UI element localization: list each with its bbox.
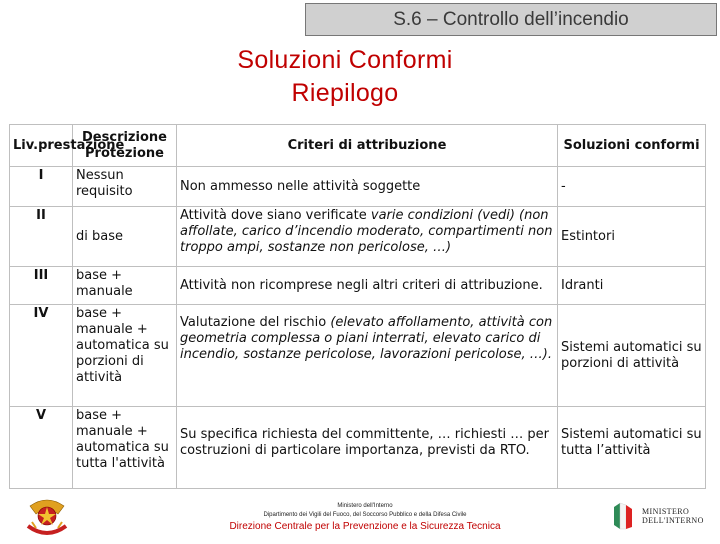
table-row xyxy=(10,267,706,305)
ministero-logo-line2: DELL'INTERNO xyxy=(642,516,704,525)
row-criteria-main: Valutazione del rischio xyxy=(180,315,327,330)
row-description: base + manuale + automatica su porzioni di attività xyxy=(73,305,177,407)
row-criteria: Su specifica richiesta del committente, … richiesti … per costruzioni di particolare importanza, previsti da RTO. xyxy=(177,407,558,489)
row-criteria-main: Attività dove siano verificate xyxy=(180,208,367,223)
table-row xyxy=(10,207,706,267)
header-description: Descrizione Protezione xyxy=(73,125,177,167)
ministero-logo-text xyxy=(642,507,704,525)
vigili-del-fuoco-logo xyxy=(22,492,72,540)
table-row xyxy=(10,167,706,207)
row-description: Nessun requisito xyxy=(73,167,177,207)
italian-flag-icon xyxy=(612,501,634,531)
summary-table xyxy=(9,124,706,489)
header-level: Liv.prestazione xyxy=(10,125,73,167)
ministero-logo-line1: MINISTERO xyxy=(642,507,690,516)
slide-title-line1: Soluzioni Conformi xyxy=(237,46,453,74)
row-criteria-detail: varie condizioni (vedi) (non affollate, carico d’incendio moderato, compartimenti non troppo ampi, sostanze non pericolose, …) xyxy=(180,208,553,255)
row-level: III xyxy=(10,267,73,305)
row-solution: Sistemi automatici su tutta l’attività xyxy=(558,407,706,489)
footer-text-block xyxy=(200,502,530,533)
row-criteria: Attività non ricomprese negli altri criteri di attribuzione. xyxy=(177,267,558,305)
row-criteria-detail: (elevato affollamento, attività con geometria complessa o piani interrati, elevato carico di incendio, sostanze pericolose, lavorazioni pericolose, …). xyxy=(180,315,553,362)
header-solutions: Soluzioni conformi xyxy=(558,125,706,167)
row-description: base + manuale + automatica su tutta l'attività xyxy=(73,407,177,489)
row-description: di base xyxy=(73,207,177,267)
row-level: IV xyxy=(10,305,73,407)
slide-title xyxy=(0,44,690,110)
table-row xyxy=(10,305,706,407)
row-criteria xyxy=(177,207,558,267)
ministero-logo xyxy=(612,500,714,532)
row-solution: Idranti xyxy=(558,267,706,305)
row-level: V xyxy=(10,407,73,489)
section-header-bar xyxy=(305,3,717,36)
row-criteria xyxy=(177,305,558,407)
footer-direction: Direzione Centrale per la Prevenzione e la Sicurezza Tecnica xyxy=(229,521,501,532)
table-header-row xyxy=(10,125,706,167)
row-solution: - xyxy=(558,167,706,207)
footer xyxy=(0,492,720,540)
footer-ministry: Ministero dell'Interno xyxy=(337,503,393,509)
table-row xyxy=(10,407,706,489)
row-level: I xyxy=(10,167,73,207)
footer-department: Dipartimento dei Vigili del Fuoco, del Soccorso Pubblico e della Difesa Civile xyxy=(263,512,467,518)
slide-title-line2: Riepilogo xyxy=(291,79,399,107)
row-criteria: Non ammesso nelle attività soggette xyxy=(177,167,558,207)
header-criteria: Criteri di attribuzione xyxy=(177,125,558,167)
vigili-del-fuoco-emblem-icon xyxy=(22,492,72,540)
row-description: base + manuale xyxy=(73,267,177,305)
section-title: S.6 – Controllo dell’incendio xyxy=(393,8,629,30)
row-solution: Sistemi automatici su porzioni di attività xyxy=(558,305,706,407)
row-solution: Estintori xyxy=(558,207,706,267)
row-level: II xyxy=(10,207,73,267)
